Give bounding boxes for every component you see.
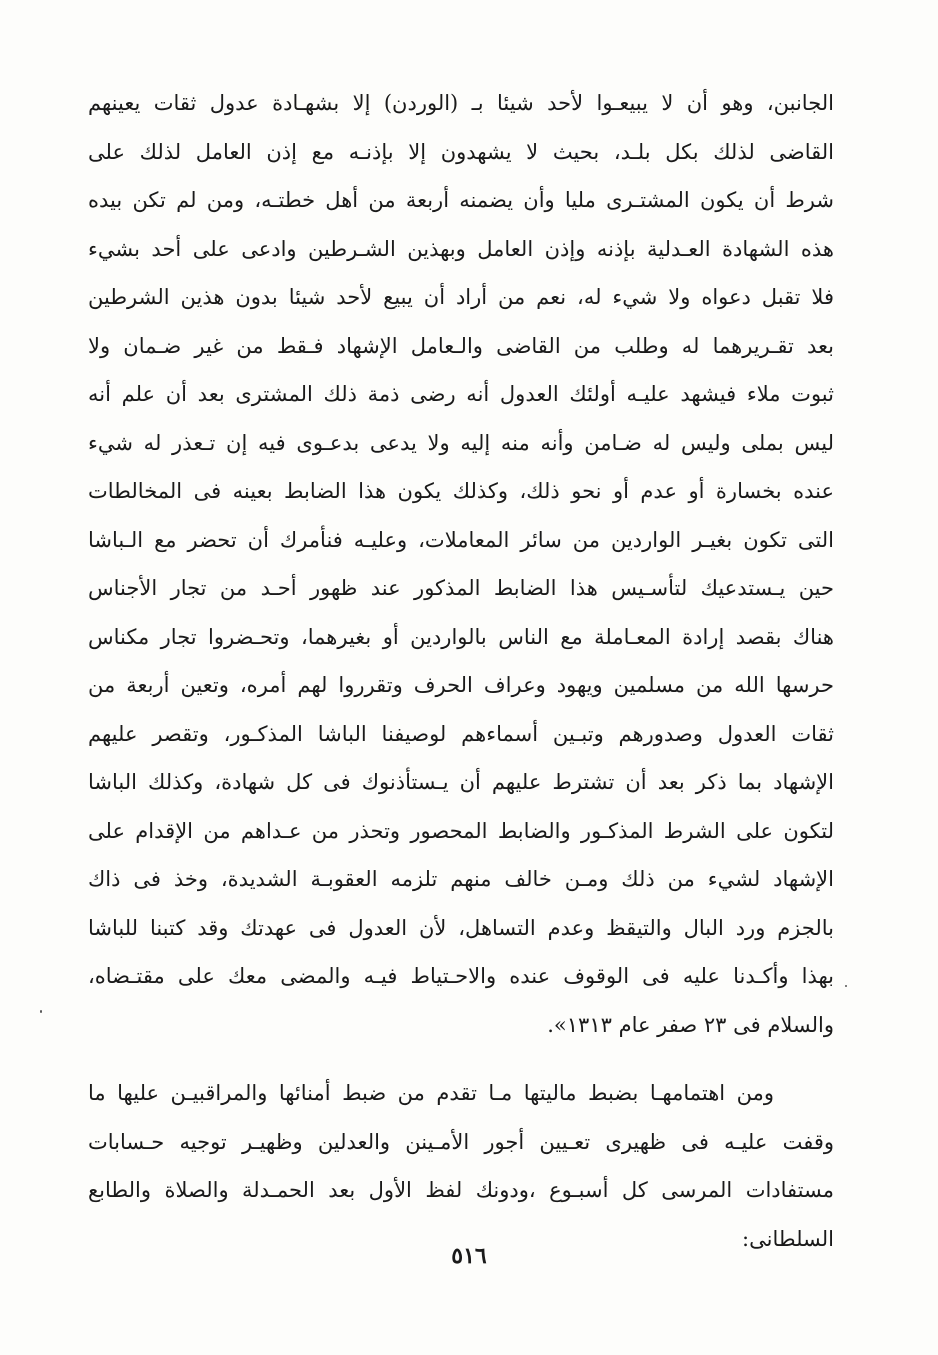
text-line: حين يـستدعيك لتأسـيس هذا الضابط المذكور عند ظهور أحـد من تجار الأجناس xyxy=(88,576,834,600)
text-line: ثقات العدول وصدورهم وتبـين أسماءهم لوصيفنا الباشا المذكـور، وتقصر عليهم xyxy=(88,721,834,746)
text-line: بعد تقـريرهما له وطلب من القاضى والـعامل الإشهاد فـقط من غير ضـمان ولا xyxy=(88,333,834,358)
text-line: ومن اهتمامهـا بضبط ماليتها مـا تقدم من ضبط أمنائها والمراقبيـن عليها ما xyxy=(88,1081,774,1105)
text-line: شرط أن يكون المشتـرى مليا وأن يضمنه أربعة من أهل خطتـه، ومن لم تكن بيده xyxy=(88,188,834,212)
text-line: ليس بملى وليس له ضـامن وأنه منه إليه ولا يدعى بدعـوى فيه إن تـعذر له شيء xyxy=(88,430,834,455)
text-line: بالجزم ورد البال والتيقظ وعدم التساهل، لأن العدول فى عهدتك وقد كتبنا للباشا xyxy=(88,915,834,940)
text-line: ثبوت ملاء فيشهد عليـه أولئك العدول أنه رضى ذمة ذلك المشترى بعد أن علم أنه xyxy=(88,382,834,406)
text-line: الإشهاد لشيء من ذلك ومـن خالف منهم تلزمه العقوبـة الشديدة، وخذ فى ذاك xyxy=(88,867,834,891)
text-line: عنده بخسارة أو عدم أو نحو ذلك، وكذلك يكون هذا الضابط بعينه فى المخالطات xyxy=(88,479,834,503)
body-text xyxy=(88,79,834,1263)
text-line: هذه الشهادة العـدلية بإذنه وإذن العامل وبهذين الشـرطين وادعى على أحد بشيء xyxy=(88,236,834,261)
text-line: وقفت عليـه فى ظهيرى تعـيين أجور الأمـينن والعدلين وظهيـر توجيه حـسابات xyxy=(88,1129,834,1154)
paragraph-gap xyxy=(88,1049,834,1069)
paragraph-2 xyxy=(88,1069,834,1263)
text-line: الجانبن، وهو أن لا يبيعـوا لأحد شيئا بـ (الوردن) إلا بشهـادة عدول ثقات يعينهم xyxy=(88,91,834,115)
page-number: ٥١٦ xyxy=(451,1243,487,1269)
text-line: هناك بقصد إرادة المعـاملة مع الناس بالواردين أو بغيرهما، وتحـضروا تجار مكناس xyxy=(88,624,834,649)
scan-speck xyxy=(845,985,847,987)
text-line: السلطانى: xyxy=(742,1226,834,1251)
text-line: مستفادات المرسى كل أسبـوع ،ودونك لفظ الأول بعد الحمـدلة والصلاة والطابع xyxy=(88,1178,834,1202)
text-line: القاضى لذلك بكل بلـد، بحيث لا يشهدون إلا بإذنـه مع إذن العامل لذلك على xyxy=(88,139,834,164)
text-line: والسلام فى ٢٣ صفر عام ١٣١٣». xyxy=(547,1012,834,1037)
text-line: فلا تقبل دعواه ولا شيء له، نعم من أراد أن يبيع لأحد شيئا بدون هذين الشرطين xyxy=(88,285,834,309)
scan-speck xyxy=(40,1010,42,1013)
text-line: الإشهاد بما ذكر بعد أن تشترط عليهم أن يـستأذنوك فى كل شهادة، وكذلك الباشا xyxy=(88,770,834,794)
text-line: لتكون على الشرط المذكـور والضابط المحصور وتحذر من عـداهم من الإقدام على xyxy=(88,818,834,843)
text-line: بهذا وأكـدنا عليه فى الوقوف عنده والاحـتياط فيـه والمضى معك على مقتـضاه، xyxy=(88,964,834,988)
text-line: حرسها الله من مسلمين ويهود وعراف الحرف وتقرروا لهم أمره، وتعين أربعة من xyxy=(88,673,834,697)
text-line: التى تكون بغيـر الواردين من سائر المعاملات، وعليـه فنأمرك أن تحضر مع الـباشا xyxy=(88,527,834,552)
paragraph-1 xyxy=(88,79,834,1049)
